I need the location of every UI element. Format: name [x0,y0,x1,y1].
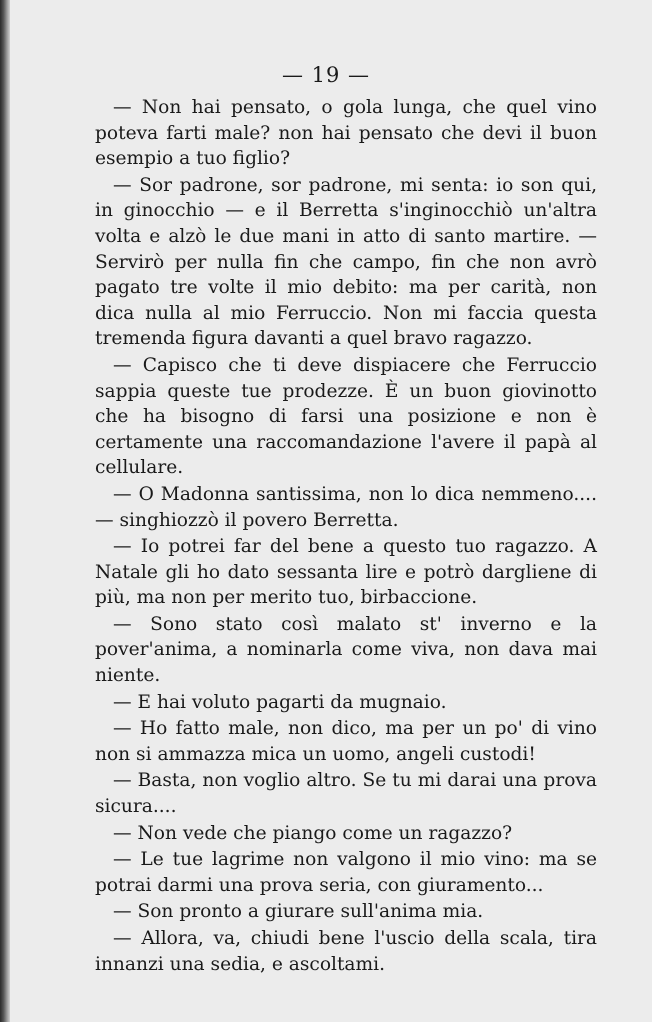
page-body-text [95,95,597,977]
paragraph: — Sono stato così malato st' inverno e la pover'anima, a nominarla come viva, non dava mai niente. [95,613,597,687]
paragraph: — O Madonna santissima, non lo dica nemmeno.... — singhiozzò il povero Berretta. [95,483,597,531]
page-number: — 19 — [281,63,371,87]
paragraph: — Ho fatto male, non dico, ma per un po' di vino non si ammazza mica un uomo, angeli custodi! [95,718,597,765]
paragraph: — Son pronto a giurare sull'anima mia. [113,901,484,923]
paragraph: — Capisco che ti deve dispiacere che Ferruccio sappia queste tue prodezze. È un buon giovinotto che ha bisogno di farsi una posizione e non è certamente una raccomandazione l'avere il papà al cellulare. [95,354,597,479]
paragraph: — Allora, va, chiudi bene l'uscio della scala, tira innanzi una sedia, e ascoltami. [95,928,597,975]
paragraph: — Non hai pensato, o gola lunga, che quel vino poteva farti male? non hai pensato che devi il buon esempio a tuo figlio? [95,97,597,170]
paragraph: — Io potrei far del bene a questo tuo ragazzo. A Natale gli ho dato sessanta lire e potrò dargliene di più, ma non per merito tuo, birbaccione. [95,536,597,609]
paragraph: — Basta, non voglio altro. Se tu mi darai una prova sicura.... [95,770,597,818]
paragraph: — Le tue lagrime non valgono il mio vino: ma se potrai darmi una prova seria, con giuramento... [95,849,597,896]
book-spine-edge [0,0,10,1022]
paragraph: — Sor padrone, sor padrone, mi senta: io son qui, in ginocchio — e il Berretta s'inginocchiò un'altra volta e alzò le due mani in atto di santo martire. — Servirò per nulla fin che campo, fin che non avrò pagato tre volte il mio debito: ma per carità, non dica nulla al mio Ferruccio. Non mi faccia questa tremenda figura davanti a quel bravo ragazzo. [95,174,597,350]
paragraph: — Non vede che piango come un ragazzo? [113,822,513,844]
paragraph: — E hai voluto pagarti da mugnaio. [113,691,447,713]
